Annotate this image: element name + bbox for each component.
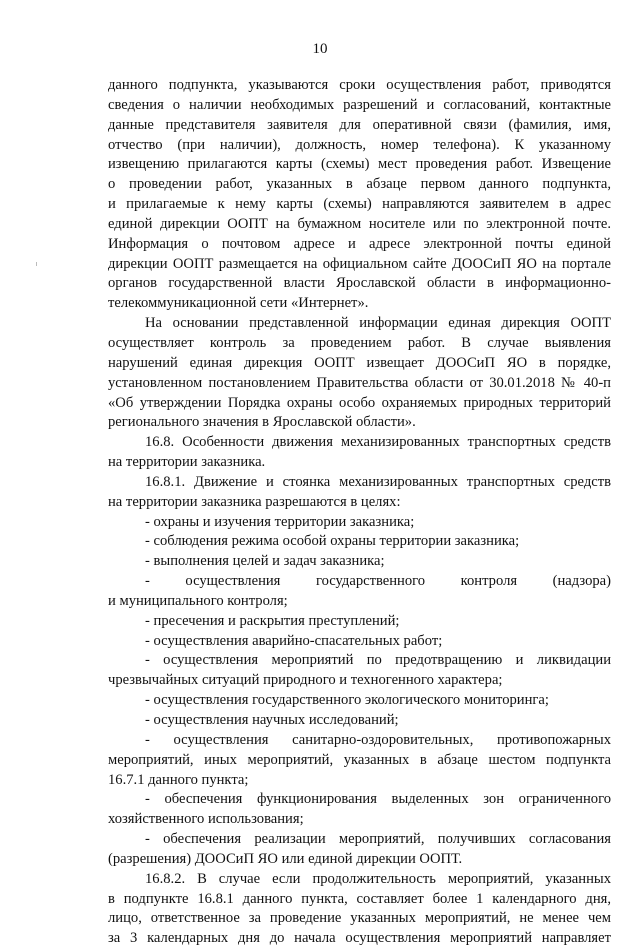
text-line: за 3 календарных дня до начала осуществления мероприятий направляет xyxy=(108,930,611,947)
text-line: 16.8.1. Движение и стоянка механизированных транспортных средств xyxy=(145,473,611,490)
text-line: чрезвычайных ситуаций природного и техногенного характера; xyxy=(108,672,503,689)
page-number: 10 xyxy=(312,41,328,57)
text-line: на территории заказника разрешаются в целях: xyxy=(108,493,401,510)
text-line: Информация о почтовом адресе и адресе электронной почты единой xyxy=(108,235,611,252)
text-line: - осуществления государственного экологического мониторинга; xyxy=(145,692,549,709)
text-line: лицо, ответственное за проведение указанных мероприятий, не менее чем xyxy=(108,910,611,927)
text-line: извещению прилагаются карты (схемы) мест проведения работ. Извещение xyxy=(108,156,611,173)
text-line: - пресечения и раскрытия преступлений; xyxy=(145,612,400,629)
text-line: 16.8. Особенности движения механизированных транспортных средств xyxy=(145,434,611,451)
text-line: отчество (при наличии), должность, номер телефона). К указанному xyxy=(108,136,611,153)
text-line: 16.8.2. В случае если продолжительность мероприятий, указанных xyxy=(145,870,611,887)
scan-artifact xyxy=(36,262,37,266)
text-line: и прилагаемые к нему карты (схемы) направляются заявителем в адрес xyxy=(108,196,611,213)
text-line: телекоммуникационной сети «Интернет». xyxy=(108,295,369,312)
text-line: данные представителя заявителя для оперативной связи (фамилия, имя, xyxy=(108,116,611,133)
text-line: - осуществления аварийно-спасательных работ; xyxy=(145,632,443,649)
text-line: - соблюдения режима особой охраны территории заказника; xyxy=(145,533,520,550)
text-line: (разрешения) ДООСиП ЯО или единой дирекции ООПТ. xyxy=(108,850,463,867)
text-line: сведения о наличии необходимых разрешений и согласований, контактные xyxy=(108,96,611,113)
document-body xyxy=(108,76,611,949)
text-line: данного подпункта, указываются сроки осуществления работ, приводятся xyxy=(108,77,611,93)
text-line: хозяйственного использования; xyxy=(108,811,304,828)
text-line: - осуществления государственного контроля (надзора) xyxy=(145,573,611,590)
text-line: «Об утверждении Порядка охраны особо охраняемых природных территорий xyxy=(108,394,611,411)
text-line: и муниципального контроля; xyxy=(108,592,288,609)
text-line: органов государственной власти Ярославской области в информационно- xyxy=(108,275,611,292)
text-line: мероприятий, иных мероприятий, указанных в абзаце шестом подпункта xyxy=(108,751,611,768)
text-line: - осуществления научных исследований; xyxy=(145,712,399,728)
text-line: - охраны и изучения территории заказника; xyxy=(145,513,415,530)
text-line: - обеспечения функционирования выделенных зон ограниченного xyxy=(145,791,611,808)
text-line: - осуществления мероприятий по предотвращению и ликвидации xyxy=(145,652,611,669)
text-line: о проведении работ, указанных в абзаце первом данного подпункта, xyxy=(108,176,611,193)
text-line: дирекции ООПТ размещается на официальном сайте ДООСиП ЯО на портале xyxy=(108,255,611,272)
text-line: регионального значения в Ярославской области». xyxy=(108,414,416,431)
text-line: установленном постановлением Правительства области от 30.01.2018 № 40-п xyxy=(108,374,611,391)
text-line: на территории заказника. xyxy=(108,454,266,471)
text-line: осуществляет контроль за проведением работ. В случае выявления xyxy=(108,334,611,351)
text-line: - выполнения целей и задач заказника; xyxy=(145,553,385,570)
text-line: в подпункте 16.8.1 данного пункта, составляет более 1 календарного дня, xyxy=(108,890,611,907)
text-line: 16.7.1 данного пункта; xyxy=(108,771,249,788)
text-line: нарушений единая дирекция ООПТ извещает ДООСиП ЯО в порядке, xyxy=(108,354,611,371)
text-line: - осуществления санитарно-оздоровительных, противопожарных xyxy=(145,731,611,748)
text-line: На основании представленной информации единая дирекция ООПТ xyxy=(145,315,611,332)
text-line: - обеспечения реализации мероприятий, получивших согласования xyxy=(145,831,611,848)
text-line: единой дирекции ООПТ на бумажном носителе или по электронной почте. xyxy=(108,215,611,232)
